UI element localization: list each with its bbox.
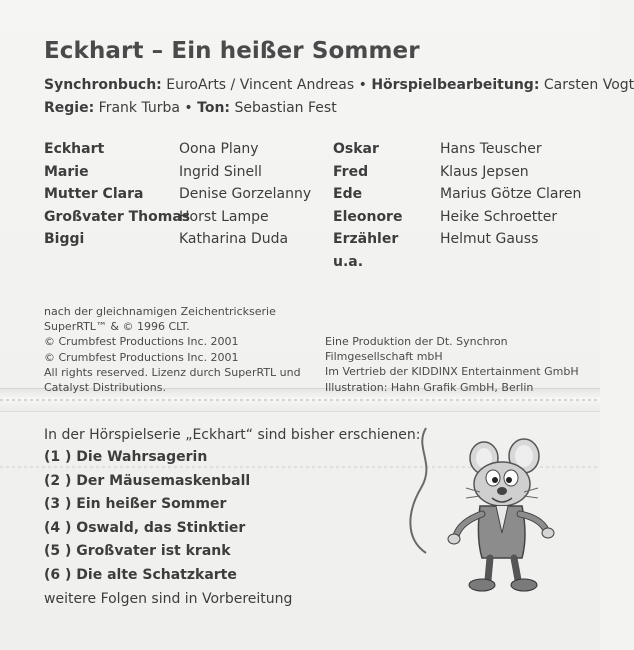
credits-line-2: [44, 100, 337, 116]
cast-row: [333, 251, 593, 274]
cast-role: Erzähler: [333, 231, 399, 247]
legal-left: [44, 304, 301, 395]
cast-row: [44, 183, 312, 206]
legal-line: Catalyst Distributions.: [44, 381, 166, 395]
cast-row: [333, 183, 593, 206]
series-intro: In der Hörspielserie „Eckhart“ sind bisher erschienen:: [44, 427, 421, 443]
legal-line: © Crumbfest Productions Inc. 2001: [44, 335, 239, 349]
page-title: Eckhart – Ein heißer Sommer: [44, 38, 420, 64]
regie-label: Regie:: [44, 100, 95, 116]
cast-row: [333, 206, 593, 229]
cast-role: Marie: [44, 163, 89, 180]
more-episodes-note: weitere Folgen sind in Vorbereitung: [44, 591, 293, 607]
cast-role: Großvater Thomas: [44, 208, 191, 225]
synchronbuch-value: EuroArts / Vincent Andreas •: [161, 77, 372, 93]
legal-right: [325, 334, 579, 395]
hoerspiel-label: Hörspielbearbeitung:: [371, 77, 540, 93]
list-item: (3 ) Ein heißer Sommer: [44, 496, 227, 513]
cast-actor: Klaus Jepsen: [440, 163, 529, 180]
cast-role: Eckhart: [44, 141, 105, 157]
legal-line: Filmgesellschaft mbH: [325, 350, 443, 364]
list-item: (5 ) Großvater ist krank: [44, 543, 231, 560]
episode-list: [44, 446, 250, 588]
list-item: (2 ) Der Mäusemaskenball: [44, 472, 251, 489]
legal-line: nach der gleichnamigen Zeichentrickserie: [44, 305, 276, 318]
legal-line: Im Vertrieb der KIDDINX Entertainment GmbH: [325, 365, 579, 379]
cast-row: [333, 228, 593, 251]
ton-value: Sebastian Fest: [230, 100, 337, 116]
legal-line: Illustration: Hahn Grafik GmbH, Berlin: [325, 380, 534, 394]
legal-line: SuperRTL™ & © 1996 CLT.: [44, 320, 190, 334]
hoerspiel-value: Carsten Vogt: [539, 77, 634, 93]
cast-role: Biggi: [44, 231, 85, 247]
cast-actor: Horst Lampe: [179, 208, 269, 225]
cast-role: u.a.: [333, 253, 364, 270]
legal-line: Eine Produktion der Dt. Synchron: [325, 335, 508, 348]
cast-role: Oskar: [333, 141, 379, 157]
cast-actor: Helmut Gauss: [440, 231, 539, 247]
mouse-character-icon: [396, 418, 576, 603]
cast-list-right: [333, 138, 593, 273]
ton-label: Ton:: [197, 100, 231, 116]
legal-line: © Crumbfest Productions Inc. 2001: [44, 350, 239, 364]
cast-row: [333, 138, 593, 161]
list-item: (4 ) Oswald, das Stinktier: [44, 519, 246, 536]
cast-row: [44, 138, 294, 161]
synchronbuch-label: Synchronbuch:: [44, 77, 162, 93]
cast-actor: Marius Götze Claren: [440, 186, 582, 202]
cast-list-left: [44, 138, 312, 251]
cast-role: Mutter Clara: [44, 186, 144, 202]
cast-actor: Hans Teuscher: [440, 141, 542, 157]
cast-role: Fred: [333, 163, 369, 180]
cast-actor: Heike Schroetter: [440, 208, 558, 225]
perforation-line: [0, 399, 600, 401]
cast-role: Ede: [333, 186, 363, 202]
credits-line-1: [44, 77, 634, 93]
cast-actor: Katharina Duda: [179, 231, 289, 247]
cast-actor: Ingrid Sinell: [179, 163, 262, 180]
list-item: (1 ) Die Wahrsagerin: [44, 449, 208, 465]
cast-row: [333, 161, 593, 184]
regie-value: Frank Turba •: [94, 100, 198, 116]
cast-row: [44, 228, 294, 251]
list-item: (6 ) Die alte Schatzkarte: [44, 566, 237, 583]
legal-line: All rights reserved. Lizenz durch SuperRTL und: [44, 365, 301, 379]
cast-role: Eleonore: [333, 208, 403, 225]
cast-actor: Denise Gorzelanny: [179, 186, 312, 202]
cast-row: [44, 206, 294, 229]
cast-row: [44, 161, 294, 184]
cast-actor: Oona Plany: [179, 141, 259, 157]
